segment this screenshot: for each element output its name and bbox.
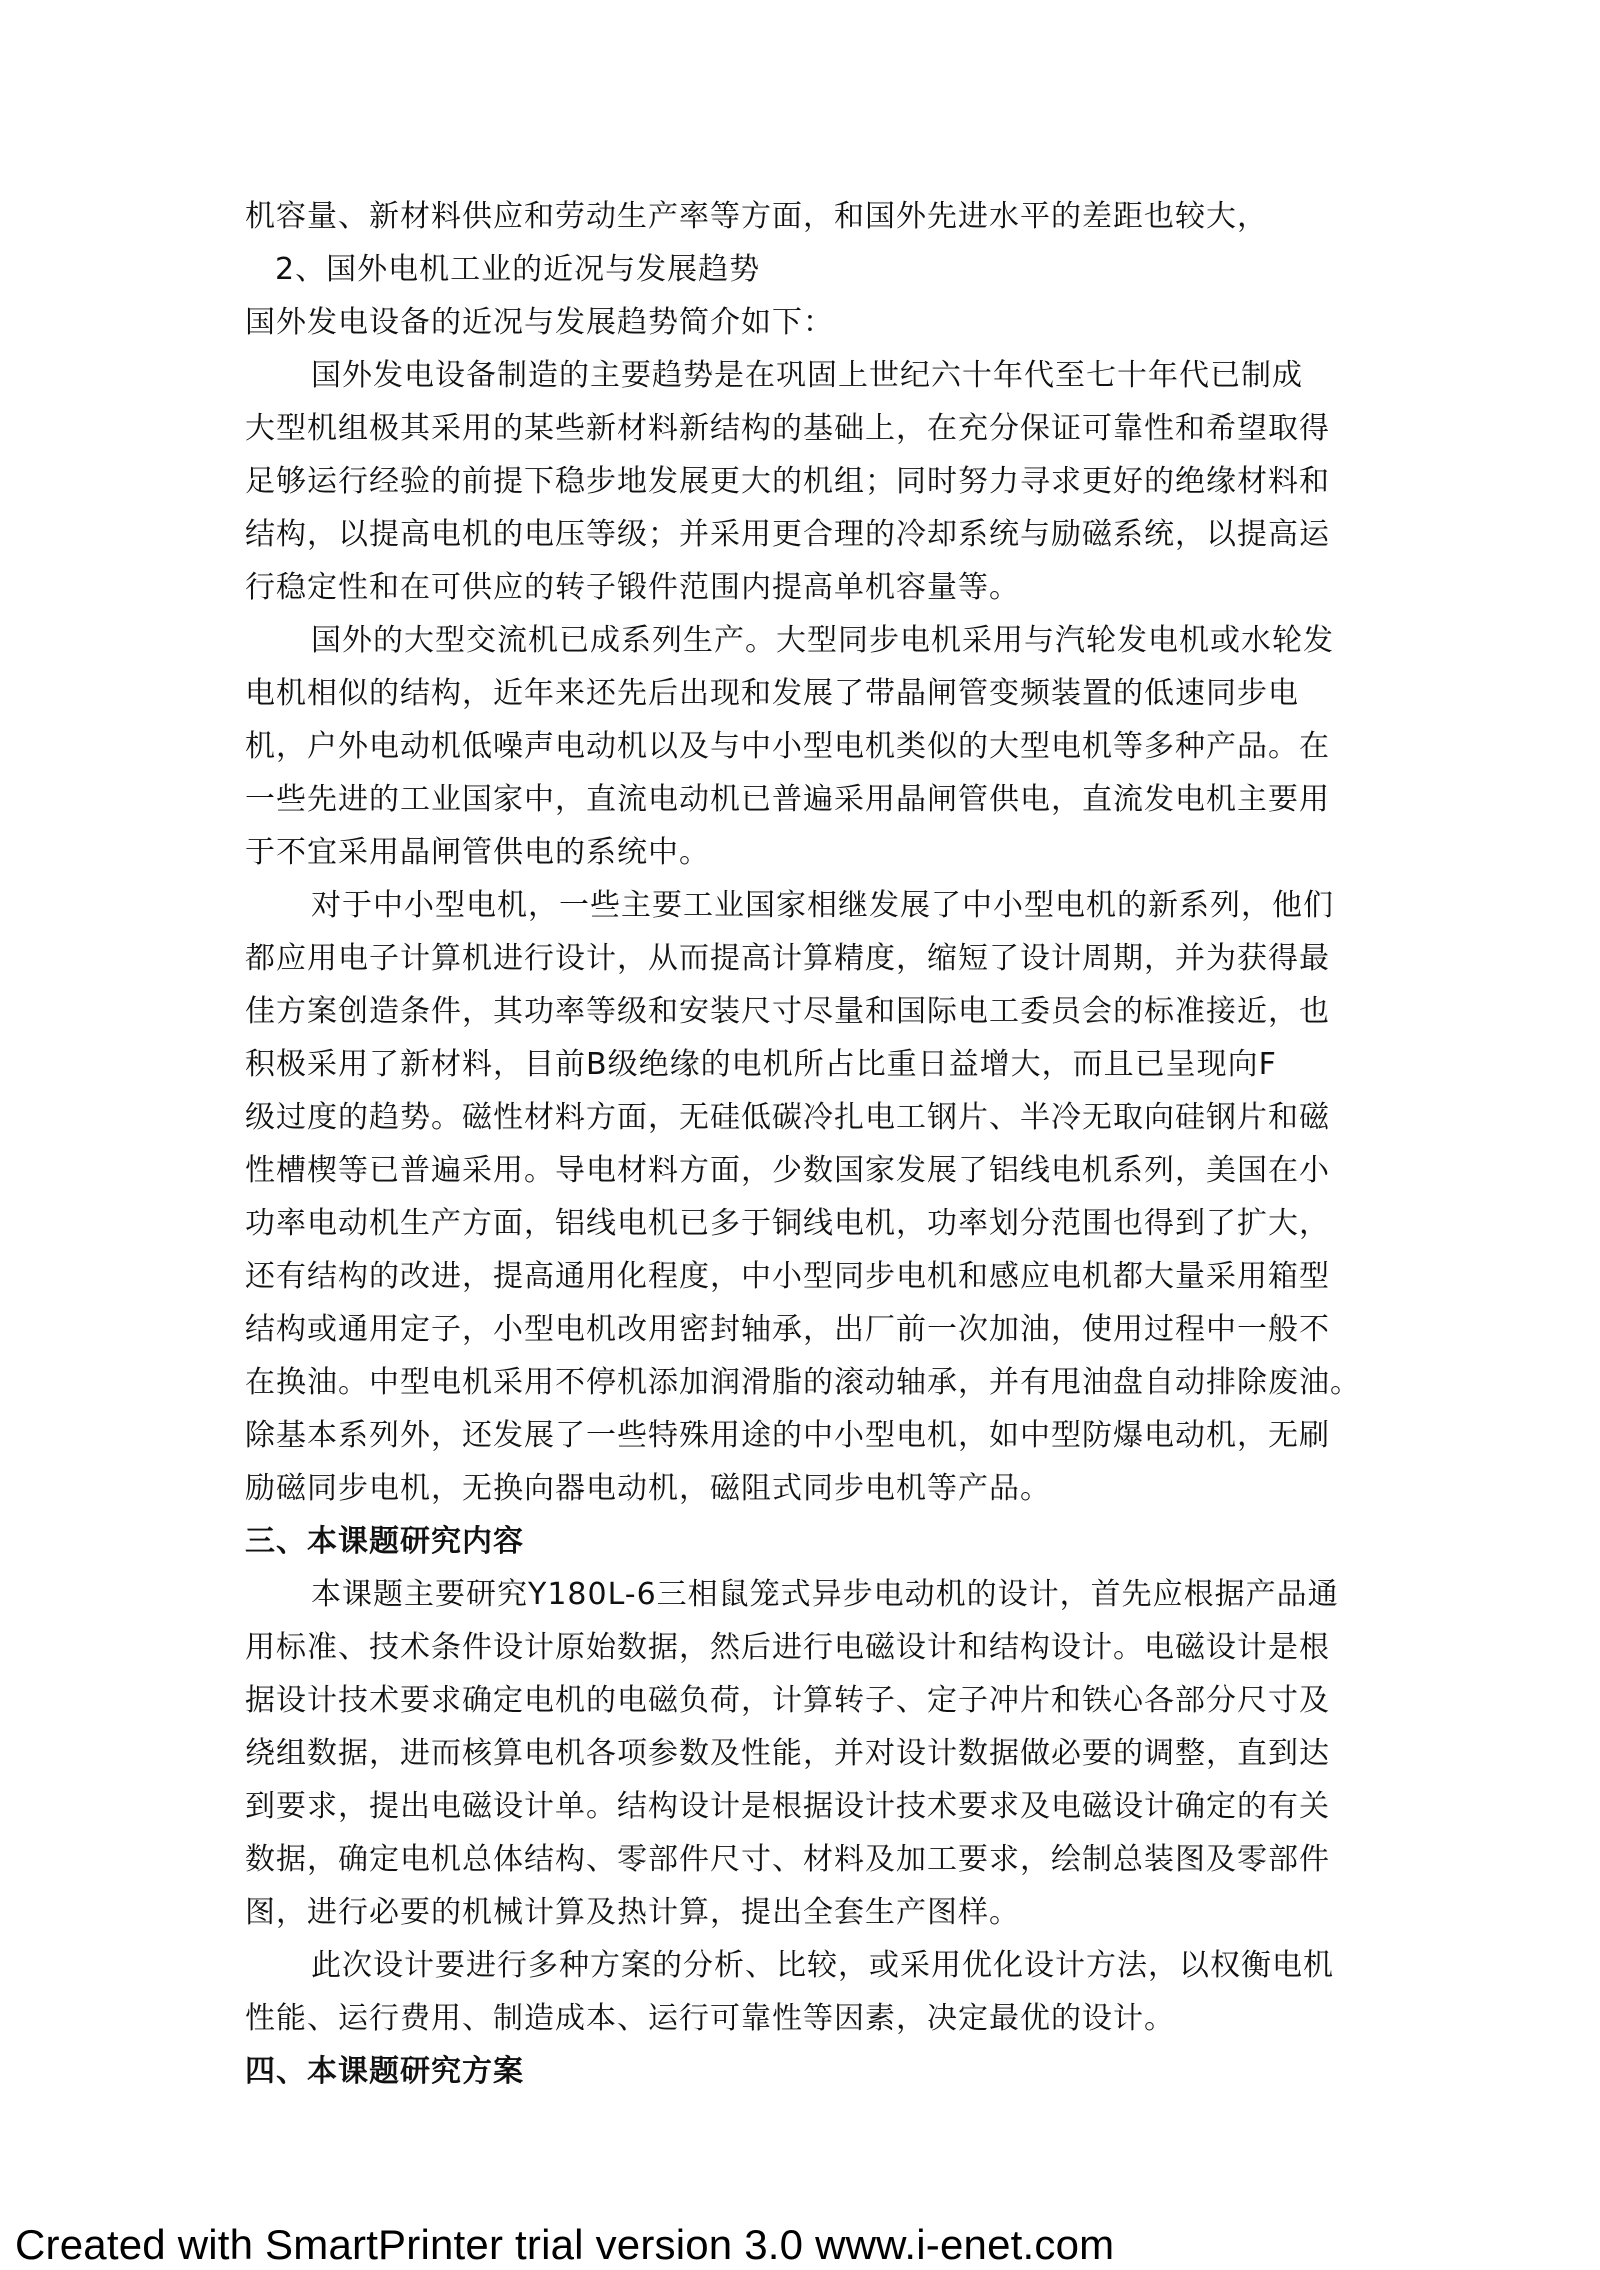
paragraph-line: 积极采用了新材料，目前B级绝缘的电机所占比重日益增大，而且已呈现向F xyxy=(245,1047,1277,1082)
paragraph-line: 本课题主要研究Y180L-6三相鼠笼式异步电动机的设计，首先应根据产品通 xyxy=(311,1577,1339,1612)
paragraph-line: 绕组数据，进而核算电机各项参数及性能，并对设计数据做必要的调整，直到达 xyxy=(245,1736,1330,1771)
paragraph-line: 性槽楔等已普遍采用。导电材料方面，少数国家发展了铝线电机系列，美国在小 xyxy=(245,1153,1330,1188)
paragraph-line: 国外发电设备制造的主要趋势是在巩固上世纪六十年代至七十年代已制成 xyxy=(311,358,1303,393)
paragraph-line: 除基本系列外，还发展了一些特殊用途的中小型电机，如中型防爆电动机，无刷 xyxy=(245,1418,1330,1453)
paragraph-line: 足够运行经验的前提下稳步地发展更大的机组；同时努力寻求更好的绝缘材料和 xyxy=(245,464,1330,499)
paragraph-line: 对于中小型电机，一些主要工业国家相继发展了中小型电机的新系列，他们 xyxy=(311,888,1334,923)
paragraph-line: 数据，确定电机总体结构、零部件尺寸、材料及加工要求，绘制总装图及零部件 xyxy=(245,1842,1330,1877)
watermark-footer: Created with SmartPrinter trial version 3.0 www.i-enet.com xyxy=(15,2221,1115,2268)
paragraph-line: 国外的大型交流机已成系列生产。大型同步电机采用与汽轮发电机或水轮发 xyxy=(311,623,1334,658)
document-body xyxy=(245,190,1370,2098)
paragraph-line: 电机相似的结构，近年来还先后出现和发展了带晶闸管变频装置的低速同步电 xyxy=(245,676,1299,711)
paragraph-line: 机，户外电动机低噪声电动机以及与中小型电机类似的大型电机等多种产品。在 xyxy=(245,729,1330,764)
paragraph-line: 佳方案创造条件，其功率等级和安装尺寸尽量和国际电工委员会的标准接近，也 xyxy=(245,994,1330,1029)
paragraph-line: 都应用电子计算机进行设计，从而提高计算精度，缩短了设计周期，并为获得最 xyxy=(245,941,1330,976)
paragraph-line: 级过度的趋势。磁性材料方面，无硅低碳冷扎电工钢片、半冷无取向硅钢片和磁 xyxy=(245,1100,1330,1135)
section-heading: 三、本课题研究内容 xyxy=(245,1524,524,1559)
paragraph-line: 此次设计要进行多种方案的分析、比较，或采用优化设计方法，以权衡电机 xyxy=(311,1948,1334,1983)
paragraph-line: 用标准、技术条件设计原始数据，然后进行电磁设计和结构设计。电磁设计是根 xyxy=(245,1630,1330,1665)
paragraph-line: 大型机组极其采用的某些新材料新结构的基础上，在充分保证可靠性和希望取得 xyxy=(245,411,1330,446)
paragraph-line: 结构，以提高电机的电压等级；并采用更合理的冷却系统与励磁系统，以提高运 xyxy=(245,517,1330,552)
paragraph-line: 结构或通用定子，小型电机改用密封轴承，出厂前一次加油，使用过程中一般不 xyxy=(245,1312,1330,1347)
paragraph-line: 机容量、新材料供应和劳动生产率等方面，和国外先进水平的差距也较大， xyxy=(245,199,1268,234)
paragraph-line: 励磁同步电机，无换向器电动机，磁阻式同步电机等产品。 xyxy=(245,1471,1051,1506)
paragraph-line: 国外发电设备的近况与发展趋势简介如下： xyxy=(245,305,834,340)
paragraph-line: 据设计技术要求确定电机的电磁负荷，计算转子、定子冲片和铁心各部分尺寸及 xyxy=(245,1683,1330,1718)
subsection-heading: 2、国外电机工业的近况与发展趋势 xyxy=(275,252,761,287)
paragraph-line: 功率电动机生产方面，铝线电机已多于铜线电机，功率划分范围也得到了扩大， xyxy=(245,1206,1330,1241)
paragraph-line: 还有结构的改进，提高通用化程度，中小型同步电机和感应电机都大量采用箱型 xyxy=(245,1259,1330,1294)
paragraph-line: 行稳定性和在可供应的转子锻件范围内提高单机容量等。 xyxy=(245,570,1020,605)
paragraph-line: 一些先进的工业国家中，直流电动机已普遍采用晶闸管供电，直流发电机主要用 xyxy=(245,782,1330,817)
paragraph-line: 于不宜采用晶闸管供电的系统中。 xyxy=(245,835,710,870)
paragraph-line: 在换油。中型电机采用不停机添加润滑脂的滚动轴承，并有甩油盘自动排除废油。 xyxy=(245,1365,1361,1400)
paragraph-line: 到要求，提出电磁设计单。结构设计是根据设计技术要求及电磁设计确定的有关 xyxy=(245,1789,1330,1824)
paragraph-line: 性能、运行费用、制造成本、运行可靠性等因素，决定最优的设计。 xyxy=(245,2001,1175,2036)
paragraph-line: 图，进行必要的机械计算及热计算，提出全套生产图样。 xyxy=(245,1895,1020,1930)
section-heading: 四、本课题研究方案 xyxy=(245,2054,524,2089)
